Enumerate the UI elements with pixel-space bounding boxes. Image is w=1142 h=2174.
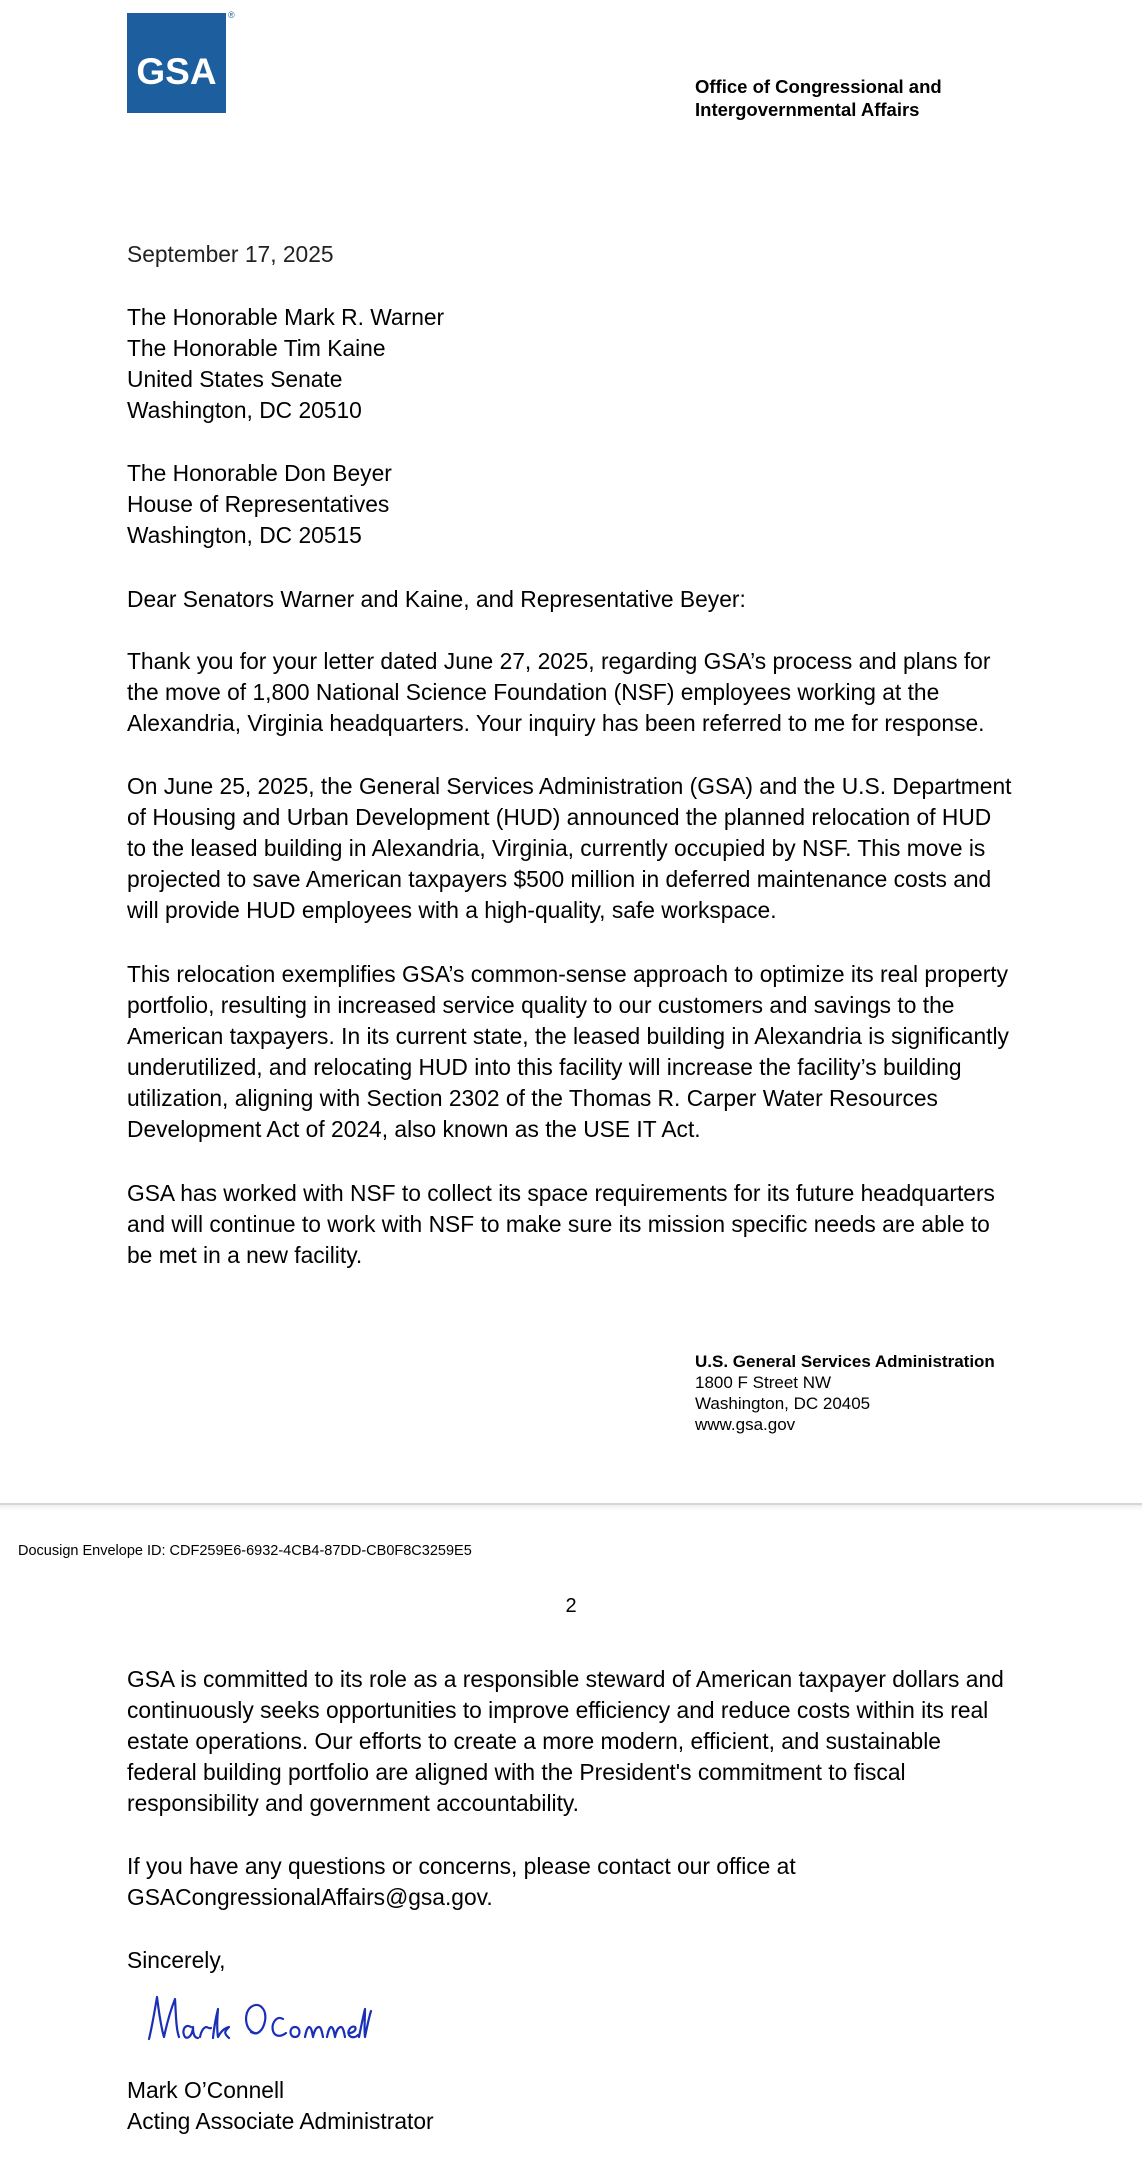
address-line: Washington, DC 20515 xyxy=(127,522,362,548)
paragraph-line: On June 25, 2025, the General Services Administration (GSA) and the U.S. Department xyxy=(127,773,1012,799)
paragraph-line: projected to save American taxpayers $500 million in deferred maintenance costs and xyxy=(127,866,992,892)
signer-name: Mark O’Connell xyxy=(127,2077,285,2103)
letter-page-2 xyxy=(0,1525,1142,2174)
office-heading xyxy=(695,75,1055,121)
paragraph-5 xyxy=(127,1664,1057,1819)
signer-title: Acting Associate Administrator xyxy=(127,2108,434,2134)
agency-website: www.gsa.gov xyxy=(695,1415,796,1434)
paragraph-line: of Housing and Urban Development (HUD) announced the planned relocation of HUD xyxy=(127,804,992,830)
contact-email: GSACongressionalAffairs@gsa.gov. xyxy=(127,1884,493,1910)
letter-date: September 17, 2025 xyxy=(127,241,334,267)
paragraph-6 xyxy=(127,1851,1057,1913)
paragraph-line: will provide HUD employees with a high-quality, safe workspace. xyxy=(127,897,777,923)
paragraph-line: continuously seeks opportunities to improve efficiency and reduce costs within its real xyxy=(127,1697,989,1723)
paragraph-line: portfolio, resulting in increased service quality to our customers and savings to the xyxy=(127,992,955,1018)
address-line: United States Senate xyxy=(127,366,343,392)
agency-address-footer xyxy=(695,1351,1075,1435)
address-block-house xyxy=(127,458,1057,551)
paragraph-line: and will continue to work with NSF to make sure its mission specific needs are able to xyxy=(127,1211,990,1237)
agency-city: Washington, DC 20405 xyxy=(695,1394,871,1413)
address-line: The Honorable Tim Kaine xyxy=(127,335,386,361)
agency-name: U.S. General Services Administration xyxy=(695,1352,995,1371)
page-number: 2 xyxy=(565,1595,577,1617)
address-line: The Honorable Mark R. Warner xyxy=(127,304,445,330)
paragraph-line: American taxpayers. In its current state, the leased building in Alexandria is significantly xyxy=(127,1023,1009,1049)
address-line: The Honorable Don Beyer xyxy=(127,460,392,486)
closing xyxy=(127,1945,1057,1976)
page-separator xyxy=(0,1503,1142,1527)
address-line: House of Representatives xyxy=(127,491,390,517)
paragraph-2 xyxy=(127,771,1057,926)
paragraph-line: Thank you for your letter dated June 27, 2025, regarding GSA’s process and plans for xyxy=(127,648,991,674)
paragraph-line: GSA is committed to its role as a responsible steward of American taxpayer dollars and xyxy=(127,1666,1004,1692)
paragraph-3 xyxy=(127,959,1057,1145)
signature-block xyxy=(127,2075,1057,2137)
handwritten-signature xyxy=(143,1987,373,2057)
paragraph-line: the move of 1,800 National Science Foundation (NSF) employees working at the xyxy=(127,679,940,705)
docusign-envelope-id: Docusign Envelope ID: CDF259E6-6932-4CB4-87DD-CB0F8C3259E5 xyxy=(18,1543,472,1559)
paragraph-1 xyxy=(127,646,1057,739)
paragraph-line: Development Act of 2024, also known as the USE IT Act. xyxy=(127,1116,701,1142)
paragraph-line: be met in a new facility. xyxy=(127,1242,363,1268)
paragraph-line: If you have any questions or concerns, please contact our office at xyxy=(127,1853,796,1879)
gsa-logo xyxy=(127,13,226,113)
gsa-logo-text: GSA xyxy=(136,51,217,92)
salutation xyxy=(127,584,1057,615)
paragraph-line: underutilized, and relocating HUD into this facility will increase the facility’s building xyxy=(127,1054,962,1080)
address-line: Washington, DC 20510 xyxy=(127,397,362,423)
office-heading-line: Intergovernmental Affairs xyxy=(695,99,920,120)
paragraph-line: This relocation exemplifies GSA’s common-sense approach to optimize its real property xyxy=(127,961,1009,987)
paragraph-line: Alexandria, Virginia headquarters. Your inquiry has been referred to me for response. xyxy=(127,710,985,736)
registered-mark: ® xyxy=(228,10,235,20)
address-block-senate xyxy=(127,302,1057,426)
office-heading-line: Office of Congressional and xyxy=(695,76,942,97)
agency-street: 1800 F Street NW xyxy=(695,1373,832,1392)
paragraph-line: GSA has worked with NSF to collect its space requirements for its future headquarters xyxy=(127,1180,995,1206)
paragraph-line: federal building portfolio are aligned with the President's commitment to fiscal xyxy=(127,1759,906,1785)
paragraph-line: estate operations. Our efforts to create a more modern, efficient, and sustainable xyxy=(127,1728,941,1754)
paragraph-line: to the leased building in Alexandria, Virginia, currently occupied by NSF. This move is xyxy=(127,835,986,861)
paragraph-line: responsibility and government accountability. xyxy=(127,1790,579,1816)
paragraph-4 xyxy=(127,1178,1057,1271)
closing-text: Sincerely, xyxy=(127,1947,226,1973)
paragraph-line: utilization, aligning with Section 2302 of the Thomas R. Carper Water Resources xyxy=(127,1085,938,1111)
salutation-text: Dear Senators Warner and Kaine, and Representative Beyer: xyxy=(127,586,746,612)
